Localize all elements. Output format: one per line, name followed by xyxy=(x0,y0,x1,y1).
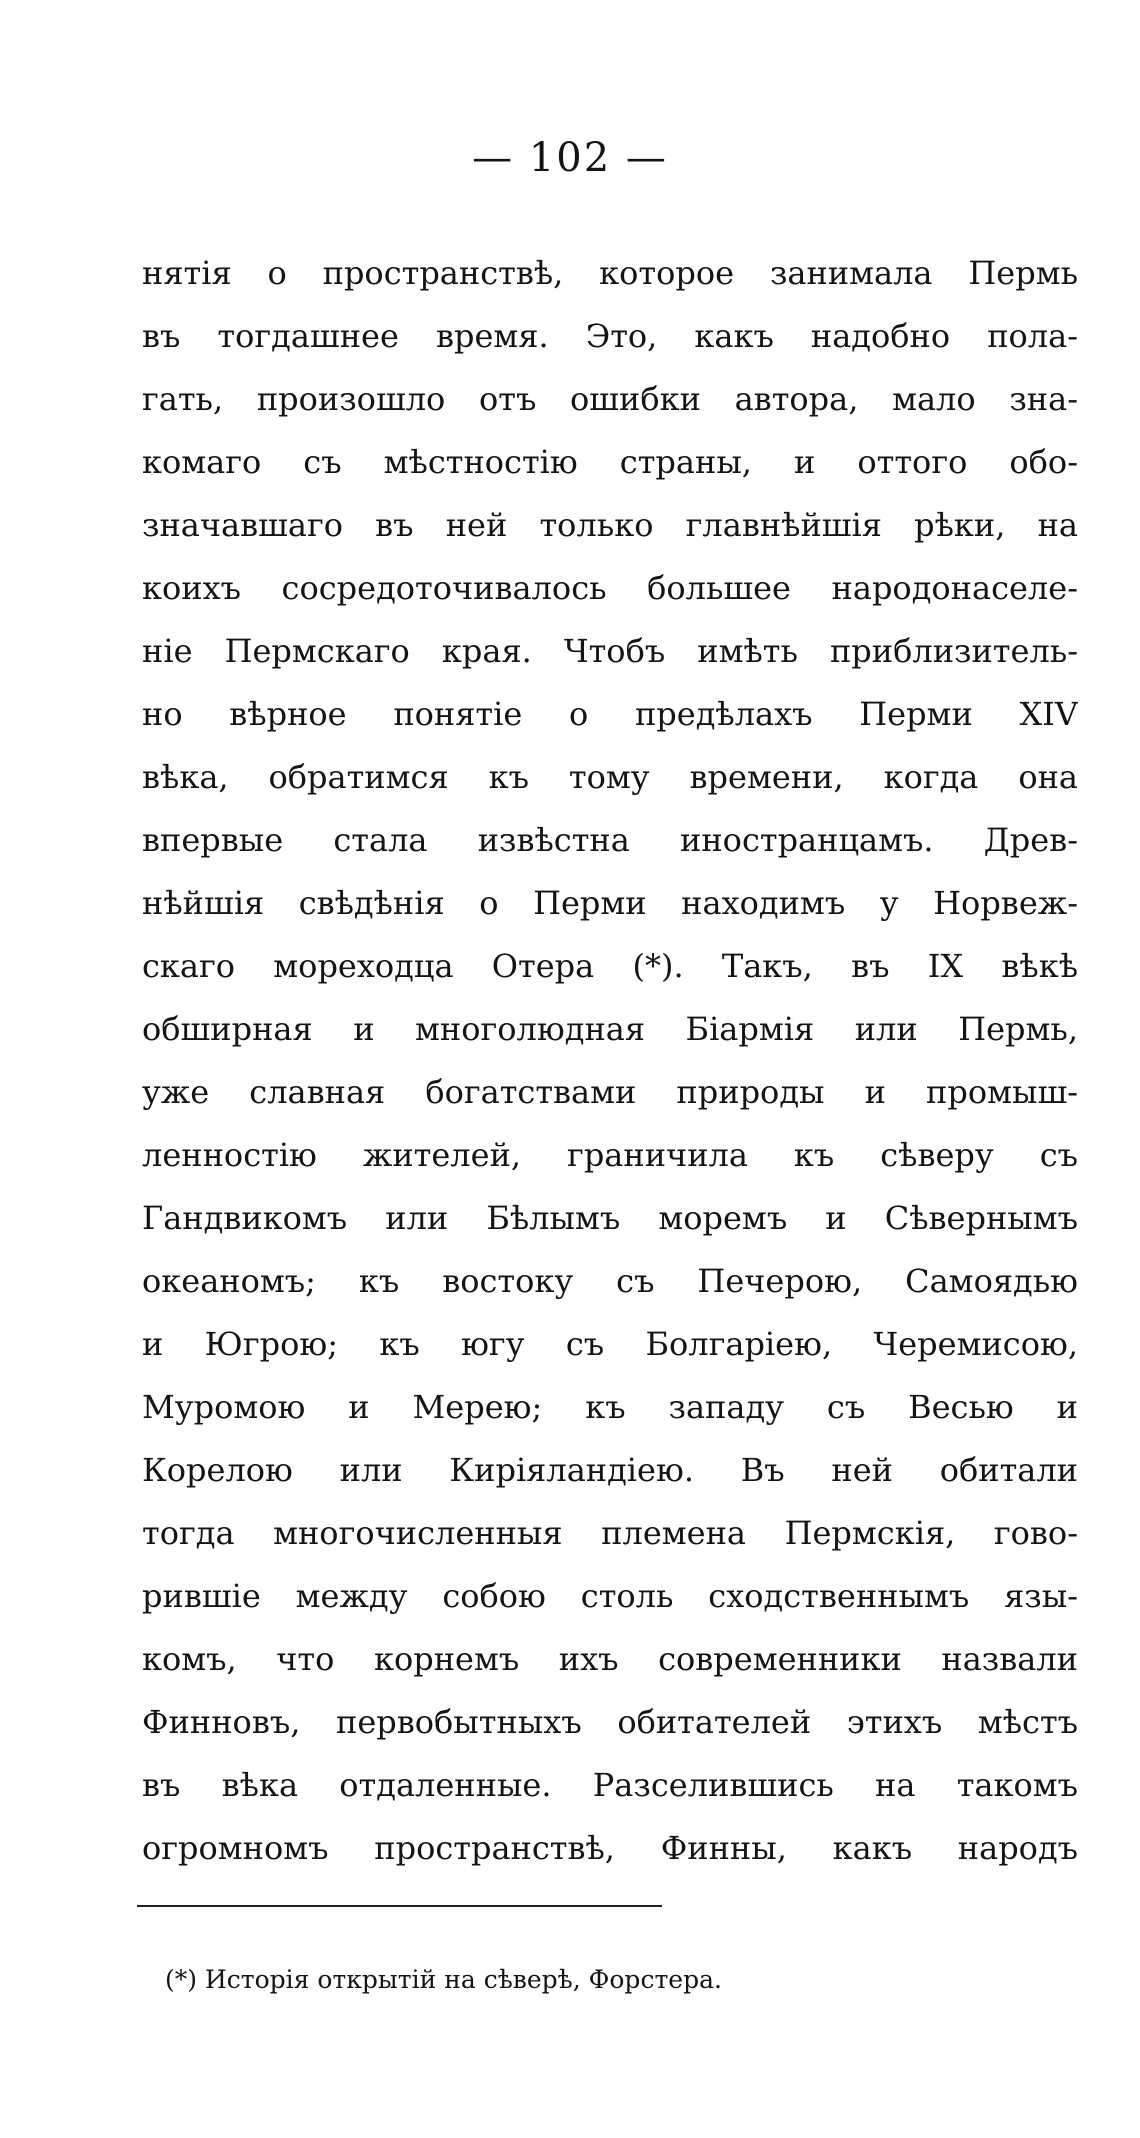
footnote: (*) Исторія открытій на сѣверѣ, Форстера. xyxy=(165,1965,722,1994)
text-line: нятія о пространствѣ, которое занимала Пермь xyxy=(142,254,1078,292)
text-line: уже славная богатствами природы и промыш- xyxy=(142,1073,1078,1111)
text-line: комаго съ мѣстностію страны, и оттого обо- xyxy=(142,443,1078,481)
text-line: впервые стала извѣстна иностранцамъ. Древ- xyxy=(142,821,1078,859)
text-line: тогда многочисленныя племена Пермскія, гово- xyxy=(142,1514,1078,1552)
text-line: комъ, что корнемъ ихъ современники назвали xyxy=(142,1640,1078,1678)
text-line: океаномъ; къ востоку съ Печерою, Самоядью xyxy=(142,1262,1078,1300)
text-line: значавшаго въ ней только главнѣйшія рѣки, на xyxy=(142,506,1078,544)
text-line: скаго мореходца Отера (*). Такъ, въ IX вѣкѣ xyxy=(142,947,1078,985)
text-line: Муромою и Мерею; къ западу съ Весью и xyxy=(142,1388,1078,1426)
text-line: въ вѣка отдаленные. Разселившись на такомъ xyxy=(142,1766,1078,1804)
page-number: — 102 — xyxy=(472,135,668,181)
text-line: нѣйшія свѣдѣнія о Перми находимъ у Норвеж- xyxy=(142,884,1078,922)
text-line: Корелою или Киріяландіею. Въ ней обитали xyxy=(142,1451,1078,1489)
text-line: Финновъ, первобытныхъ обитателей этихъ мѣстъ xyxy=(142,1703,1078,1741)
text-line: ніе Пермскаго края. Чтобъ имѣть приблизитель- xyxy=(142,632,1078,670)
footnote-divider xyxy=(137,1905,662,1907)
text-line: вѣка, обратимся къ тому времени, когда она xyxy=(142,758,1078,796)
text-line: огромномъ пространствѣ, Финны, какъ народъ xyxy=(142,1829,1078,1867)
text-line: обширная и многолюдная Біармія или Пермь, xyxy=(142,1010,1078,1048)
text-line: ленностію жителей, граничила къ сѣверу съ xyxy=(142,1136,1078,1174)
text-line: коихъ сосредоточивалось большее народонаселе- xyxy=(142,569,1078,607)
text-line: гать, произошло отъ ошибки автора, мало зна- xyxy=(142,380,1078,418)
body-text xyxy=(142,242,1078,1880)
text-line: и Югрою; къ югу съ Болгаріею, Черемисою, xyxy=(142,1325,1078,1363)
text-line: но вѣрное понятіе о предѣлахъ Перми XIV xyxy=(142,695,1078,733)
text-line: Гандвикомъ или Бѣлымъ моремъ и Сѣвернымъ xyxy=(142,1199,1078,1237)
text-line: рившіе между собою столь сходственнымъ язы- xyxy=(142,1577,1078,1615)
text-line: въ тогдашнее время. Это, какъ надобно пола- xyxy=(142,317,1078,355)
